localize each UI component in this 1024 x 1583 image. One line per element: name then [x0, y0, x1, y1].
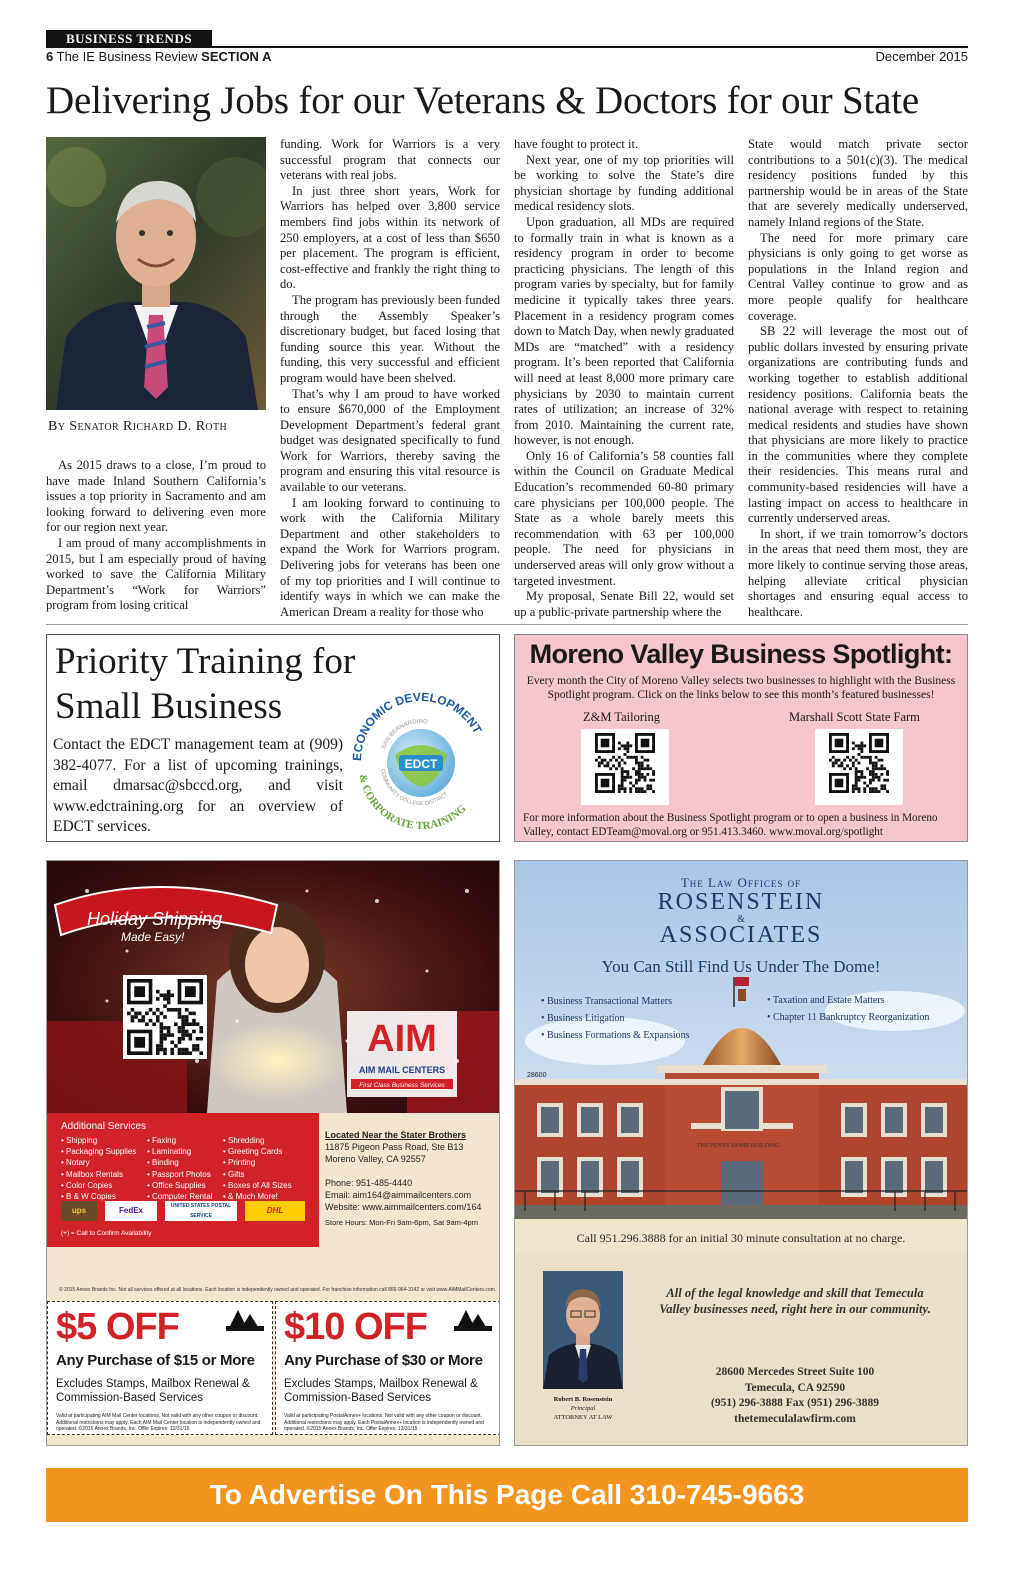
article-column-3	[514, 137, 734, 620]
paragraph: I am looking forward to continuing to work with the California Military Department and other stakeholders to expand the Work for Warriors program. Delivering jobs for veterans has been one of my top priorities and I will continue to identify ways in which we can make the American Dream a reality for those who	[280, 495, 500, 619]
attorney-portrait	[543, 1271, 623, 1389]
paragraph: The need for more primary care physicians is only going to get worse as populations in the Inland region and Central Valley continue to grow and as more people qualify for healthcare coverage.	[748, 230, 968, 323]
aim-website[interactable]: Website: www.aimmailcenters.com/164	[325, 1202, 482, 1212]
svg-text:First Class Business Services: First Class Business Services	[359, 1082, 445, 1089]
mv-footer: For more information about the Business Spotlight program or to open a business in Moreno Valley, contact EDTeam@moval.org or 951.413.3460. www.moval.org/spotlight	[523, 812, 938, 838]
aim-mini-logo	[452, 1306, 494, 1332]
paragraph: My proposal, Senate Bill 22, would set up a public-private partnership where the	[514, 589, 734, 619]
header-rule	[46, 46, 968, 48]
aim-mini-logo	[224, 1306, 266, 1332]
svg-text:THE PENNY DOME BUILDING: THE PENNY DOME BUILDING	[697, 1143, 780, 1149]
coupon-5-off[interactable]	[47, 1301, 273, 1435]
aim-location-info	[325, 1129, 481, 1229]
qr-code-icon[interactable]	[581, 729, 669, 805]
ros-heading-small: The Law Offices of	[680, 875, 802, 890]
dhl-logo: DHL	[245, 1201, 305, 1221]
qr-code-icon[interactable]	[815, 729, 903, 805]
ros-heading-associates: ASSOCIATES	[659, 922, 823, 948]
paragraph: State would match private sector contributions to a 501(c)(3). The medical residency positions funded by this partnership would be in areas of the State that are severely medically underserved, namely Inland regions of the State.	[748, 137, 968, 229]
attorney-caption: Robert B. Rosenstein Principal ATTORNEY AT LAW	[553, 1396, 613, 1421]
section-tag: BUSINESS TRENDS	[46, 30, 212, 47]
section-name: SECTION A	[201, 49, 272, 64]
edct-logo	[343, 675, 499, 839]
mv-subtitle: Every month the City of Moreno Valley selects two businesses to highlight with the Business Spotlight program. Click on the links below to see this month’s featured businesses!	[526, 675, 956, 701]
services-column-1: • Shipping • Packaging Supplies • Notary • Mailbox Rentals • Color Copies • B & W Copies	[61, 1136, 137, 1202]
services-column-2: • Faxing • Laminating • Binding • Passport Photos • Office Supplies • Computer Rental	[147, 1136, 213, 1202]
aim-phone: Phone: 951-485-4440	[325, 1178, 413, 1188]
paragraph: In just three short years, Work for Warriors has helped over 3,800 service members find jobs within its network of 250 employers, at a cost of less than $650 per placement. The program is efficient, cost-effective and frankly the right thing to do.	[280, 183, 500, 292]
publication-name: The IE Business Review	[56, 49, 198, 64]
paragraph: have fought to protect it.	[514, 137, 639, 151]
svg-text:28600: 28600	[527, 1072, 547, 1079]
byline: By Senator Richard D. Roth	[48, 419, 228, 434]
carrier-logos	[61, 1201, 305, 1223]
fedex-logo: FedEx	[105, 1201, 157, 1221]
article-column-1	[46, 458, 266, 614]
location-heading: Located Near the Stater Brothers	[325, 1130, 467, 1140]
aim-fine-print: © 2015 Annex Brands Inc. Not all services offered at all locations. Each location is independently owned and operated. For franchise information call 866-964-3142 or visit www.AIMMailCenters.com.	[59, 1287, 497, 1293]
paragraph: Only 16 of California’s 58 counties fall within the Council on Graduate Medical Education’s recommended 60-80 primary care physicians per 100,000 people. The State as a whole barely meets this recommendation with 63 per 100,000 people. The need for physicians in underserved areas will only grow without a targeted investment.	[514, 448, 734, 588]
article-divider	[46, 624, 968, 625]
paragraph: I am proud of many accomplishments in 2015, but I am especially proud of having worked to save the California Military Department’s “Work for Warriors” program from losing critical	[46, 535, 266, 613]
aim-hours: Store Hours: Mon-Fri 9am-6pm, Sat 9am-4pm	[325, 1218, 478, 1227]
ups-logo: ups	[61, 1201, 97, 1221]
svg-text:SAN BERNARDINO: SAN BERNARDINO	[381, 718, 428, 750]
coupon-excludes: Excludes Stamps, Mailbox Renewal & Commission-Based Services	[56, 1378, 250, 1404]
svg-text:AIM: AIM	[367, 1018, 437, 1060]
ros-services-right: • Taxation and Estate Matters • Chapter 11 Bankruptcy Reorganization	[767, 995, 930, 1023]
confirm-note: (+) = Call to Confirm Availability	[61, 1230, 152, 1237]
address-line-2: Moreno Valley, CA 92557	[325, 1154, 426, 1164]
ros-heading-name: ROSENSTEIN	[657, 889, 825, 915]
svg-text:& CORPORATE TRAINING: & CORPORATE TRAINING	[356, 773, 469, 833]
issue-date: December 2015	[875, 49, 968, 64]
rosenstein-law-ad	[514, 860, 968, 1446]
paragraph: That’s why I am proud to have worked to ensure $670,000 of the Employment Development Department’s federal grant budget was designated specifically to fund Work for Warriors, thereby saving the program and ensuring this vital resource is available to our veterans.	[280, 386, 500, 495]
article-column-4	[748, 137, 968, 620]
aim-mail-centers-ad	[46, 860, 500, 1446]
moreno-valley-spotlight-ad	[514, 634, 968, 842]
svg-text:Holiday Shipping: Holiday Shipping	[87, 909, 223, 929]
paragraph: As 2015 draws to a close, I’m proud to have made Inland Southern California’s issues a top priority in Sacramento and am looking forward to delivering even more for our region next year.	[46, 458, 266, 535]
address-line-1: 11875 Pigeon Pass Road, Ste B13	[325, 1142, 464, 1152]
coupon-fine-print: Valid at participating AIM Mail Center locations. Not valid with any other coupon or discount. Additional restrictions may apply. Each AIM Mail Center location is independently owned and operated. ©2015 Annex Brands, Inc. Offer Expires: 12/31/15	[56, 1413, 261, 1432]
mv-title: Moreno Valley Business Spotlight:	[529, 639, 953, 669]
ros-tagline: You Can Still Find Us Under The Dome!	[601, 957, 881, 976]
mv-business-1-name: Z&M Tailoring	[583, 710, 661, 724]
coupon-10-off[interactable]	[275, 1301, 500, 1435]
aim-services-panel	[47, 1113, 319, 1247]
paragraph: Next year, one of my top priorities will be working to solve the State’s dire physician shortage by funding additional medical residency slots.	[514, 152, 734, 214]
article-column-2	[280, 137, 500, 620]
aim-email[interactable]: Email: aim164@aimmailcenters.com	[325, 1190, 472, 1200]
qr-code-icon[interactable]	[127, 979, 203, 1055]
author-photo	[46, 137, 266, 410]
svg-text:AIM MAIL CENTERS: AIM MAIL CENTERS	[358, 1065, 446, 1075]
coupon-condition: Any Purchase of $15 or More	[56, 1352, 255, 1369]
mv-business-2-name: Marshall Scott State Farm	[789, 710, 920, 724]
ros-heading-amp: &	[737, 914, 745, 925]
coupon-condition: Any Purchase of $30 or More	[284, 1352, 483, 1369]
paragraph: SB 22 will leverage the most out of public dollars invested by ensuring private organizations are contributing funds and working together to establish additional residency positions. California beats the national average with respect to retaining medical residents and studies have shown that physicians are more likely to practice in the communities where they complete their residencies. This means rural and community-based residencies will have a lasting impact on access to healthcare in currently underserved areas.	[748, 324, 968, 526]
advertise-banner[interactable]: To Advertise On This Page Call 310-745-9663	[46, 1468, 968, 1522]
svg-text:ECONOMIC DEVELOPMENT: ECONOMIC DEVELOPMENT	[349, 689, 485, 762]
aim-holiday-photo	[47, 861, 500, 1113]
paragraph: The program has previously been funded through the Assembly Speaker’s discretionary budget, but faced losing that funding source this year. Without the funding, this very successful and efficient program would have been shelved.	[280, 292, 500, 385]
page-number: 6	[46, 49, 54, 64]
services-column-3: • Shredding • Greeting Cards • Printing • Gifts • Boxes of All Sizes • & Much More!	[223, 1136, 292, 1202]
ros-call-to-action: Call 951.296.3888 for an initial 30 minute consultation at no charge.	[576, 1231, 906, 1245]
svg-text:Made Easy!: Made Easy!	[121, 930, 185, 944]
edct-ad-body: Contact the EDCT management team at (909) 382-4077. For a list of upcoming trainings, email dmarsac@sbccd.org, and visit www.edctraining.org for an overview of EDCT services.	[53, 736, 343, 835]
svg-text:COMMUNITY COLLEGE DISTRICT: COMMUNITY COLLEGE DISTRICT	[379, 768, 450, 808]
coupon-fine-print: Valid at participating PostalAnnex+ locations. Not valid with any other coupon or discount. Additional restrictions may apply. Each PostalAnnex+ location is independently owned and operated. ©2015 Annex Brands, Inc. Offer Expires: 12/31/15	[284, 1413, 484, 1432]
paragraph: Upon graduation, all MDs are required to formally train in what is known as a residency program in order to become practicing physicians. The length of this program varies by specialty, but for family medicine it typically takes three years. Placement in a residency program comes down to Match Day, when newly graduated MDs are “matched” with a residency program. It’s been reported that California will need at least 8,000 more primary care physicians by 2030 to maintain current rates of utilization; an increase of 32% from 2010. Maintaining the current rate, however, is not enough.	[514, 214, 734, 448]
priority-training-ad[interactable]	[46, 634, 500, 842]
coupon-amount: $5 OFF	[56, 1306, 179, 1348]
usps-logo: UNITED STATES POSTAL SERVICE	[165, 1201, 237, 1221]
svg-text:EDCT: EDCT	[404, 757, 438, 771]
edct-ad-title: Priority Training for Small Business	[55, 641, 356, 727]
page-line	[46, 49, 271, 64]
ros-address: 28600 Mercedes Street Suite 100 Temecula, CA 92590 (951) 296-3888 Fax (951) 296-3889 thetemeculalawfirm.com	[655, 1365, 935, 1427]
article-headline: Delivering Jobs for our Veterans & Doctors for our State	[46, 79, 919, 122]
coupon-excludes: Excludes Stamps, Mailbox Renewal & Commission-Based Services	[284, 1378, 478, 1404]
ros-website[interactable]: thetemeculalawfirm.com	[734, 1412, 856, 1425]
paragraph: funding. Work for Warriors is a very successful program that connects our veterans with real jobs.	[280, 137, 500, 183]
ros-services-left: • Business Transactional Matters • Business Litigation • Business Formations & Expansions	[541, 996, 690, 1041]
paragraph: In short, if we train tomorrow’s doctors in the areas that need them most, they are more likely to continue serving those areas, helping alleviate critical physician shortages and ensuring equal access to healthcare.	[748, 526, 968, 619]
ros-quote: All of the legal knowledge and skill that Temecula Valley businesses need, right here in our community.	[659, 1286, 931, 1316]
coupon-amount: $10 OFF	[284, 1306, 427, 1348]
services-title: Additional Services	[61, 1121, 147, 1132]
